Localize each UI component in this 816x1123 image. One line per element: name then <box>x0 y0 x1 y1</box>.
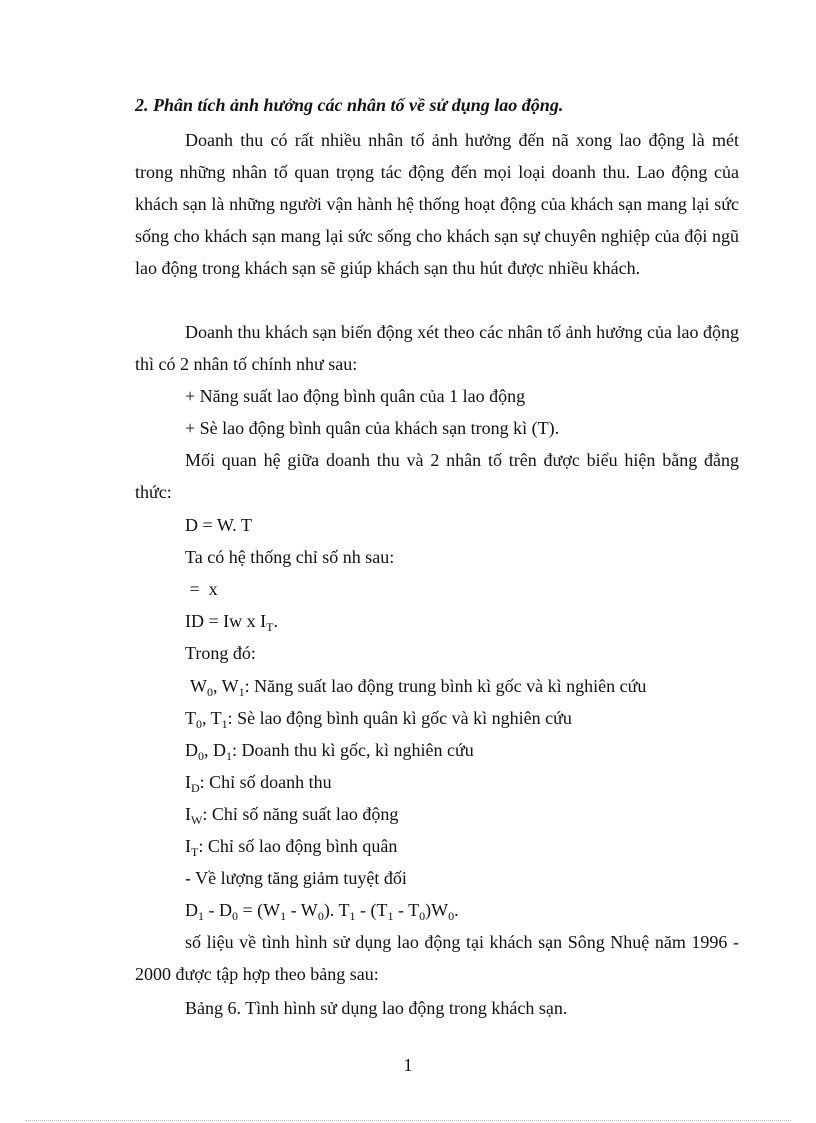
paragraph-relation: Mối quan hệ giữa doanh thu và 2 nhân tố trên được biểu hiện bằng đẳng thức: <box>135 450 739 502</box>
page-bottom-divider <box>25 1120 791 1121</box>
definition-d: $D_0$, $D_1$: Doanh thu kì gốc, kì nghiên cứu <box>185 740 474 763</box>
paragraph-factors: Doanh thu khách sạn biến động xét theo các nhân tố ảnh hưởng của lao động thì có 2 nhân tố chính như sau: <box>135 322 739 374</box>
formula-absolute-change: $D_1 - D_0 = (W_1 - W_0)$. $T_1 - (T_1 - T_0)W_0$. <box>185 900 459 923</box>
paragraph-intro: Doanh thu có rất nhiều nhân tố ảnh hưởng đến nã xong lao động là mét trong những nhân tố quan trọng tác động đến mọi loại doanh thu. Lao động của khách sạn là những người vận hành hệ thống hoạt động của khách sạn mang lại sức sống cho khách sạn mang lại sức sống cho khách sạn sự chuyên nghiệp của đội ngũ lao động trong khách sạn sẽ giúp khách sạn thu hút được nhiều khách. <box>135 130 739 278</box>
paragraph-data-intro: số liệu về tình hình sử dụng lao động tại khách sạn Sông Nhuệ năm 1996 - 2000 được tập hợp theo bảng sau: <box>135 932 739 984</box>
index-system-intro: Ta có hệ thống chỉ số nh sau: <box>185 547 395 567</box>
factor-labor-count: + Sè lao động bình quân của khách sạn trong kì (T). <box>185 418 560 438</box>
absolute-change-label: - Về lượng tăng giảm tuyệt đối <box>185 868 407 888</box>
section-heading: 2. Phân tích ảnh hưởng các nhân tố về sử dụng lao động. <box>135 95 564 115</box>
formula-revenue: D = W. T <box>185 515 252 535</box>
table-caption: Bảng 6. Tình hình sử dụng lao động trong khách sạn. <box>185 998 568 1018</box>
where-label: Trong đó: <box>185 643 256 663</box>
definition-id: $I_D$: Chỉ số doanh thu <box>185 772 332 795</box>
definition-t: $T_0$, $T_1$: Sè lao động bình quân kì gốc và kì nghiên cứu <box>185 708 572 731</box>
definition-it: $I_T$: Chỉ số lao động bình quân <box>185 836 398 859</box>
formula-index: ID = Iw x $I_T$. <box>185 611 278 634</box>
page-number: 1 <box>403 1055 413 1075</box>
factor-productivity: + Năng suất lao động bình quân của 1 lao động <box>185 386 526 406</box>
definition-iw: $I_W$: Chỉ số năng suất lao động <box>185 804 399 827</box>
definition-w: $W_0$, $W_1$: Năng suất lao động trung bình kì gốc và kì nghiên cứu <box>190 676 647 699</box>
formula-ratio: = x <box>185 579 218 599</box>
